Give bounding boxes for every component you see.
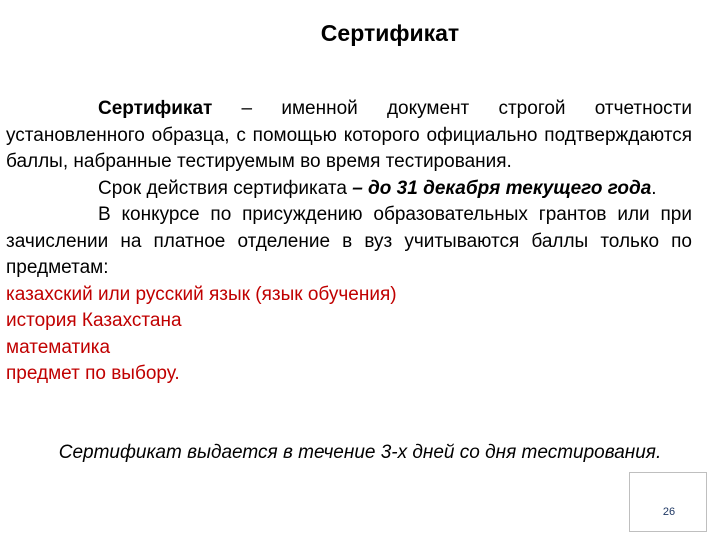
subject-item-math: математика	[6, 336, 111, 358]
validity-lead: Срок действия сертификата	[98, 177, 353, 199]
page-number: 26	[662, 506, 676, 518]
validity-end: .	[651, 177, 657, 199]
page-number-box	[629, 472, 707, 532]
subject-item-history: история Казахстана	[6, 310, 182, 331]
slide-title: Сертификат	[320, 20, 460, 46]
definition-term: Сертификат	[98, 98, 213, 119]
footer-note: Сертификат выдается в течение 3-х дней со дня тестирования.	[58, 442, 662, 463]
subject-item-language: казахский или русский язык (язык обучения)	[6, 283, 397, 305]
definition-text: – именной документ строгой отчетности установленного образца, с помощью которого официально подтверждаются баллы, набранные тестируемым во время тестирования.	[6, 98, 692, 172]
validity-emphasis: – до 31 декабря текущего года	[352, 177, 652, 199]
contest-paragraph: В конкурсе по присуждению образовательных грантов или при зачислении на платное отделение в вуз учитываются баллы только по предметам:	[6, 204, 692, 278]
validity-paragraph	[6, 176, 692, 203]
definition-paragraph	[6, 96, 692, 176]
slide-body	[6, 96, 692, 388]
subject-item-elective: предмет по выбору.	[6, 363, 180, 384]
